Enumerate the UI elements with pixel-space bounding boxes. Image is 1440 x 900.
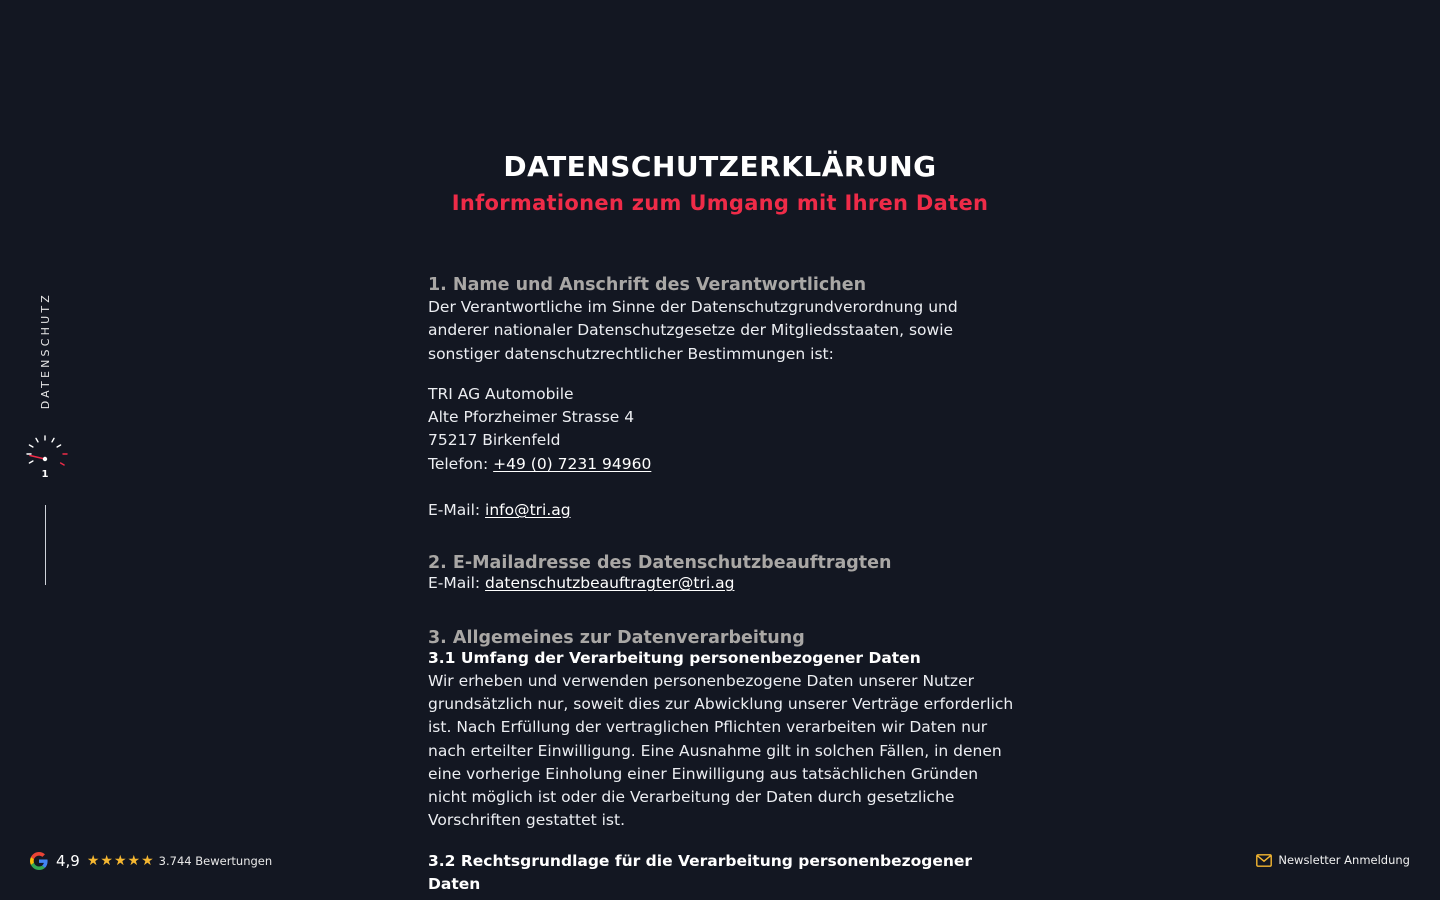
subsection-text: Wir erheben und verwenden personenbezogene Daten unserer Nutzer grundsätzlich nur, soweit dies zur Abwicklung unserer Verträge erforderlich ist. Nach Erfüllung der vertraglichen Pflichten verarbeiten wir Daten nur nach erteilter Einwilligung. Eine Ausnahme gilt in solchen Fällen, in denen eine vorherige Einholung einer Einwilligung aus tatsächlichen Gründen nicht möglich ist oder die Verarbeitung der Daten durch gesetzliche Vorschriften gestattet ist.	[428, 671, 1014, 830]
phone-link[interactable]: +49 (0) 7231 94960	[493, 454, 652, 473]
side-progress-line	[45, 505, 46, 585]
mail-icon	[1256, 854, 1272, 867]
newsletter-signup-link[interactable]	[1256, 850, 1410, 870]
subsection-heading: 3.1 Umfang der Verarbeitung personenbezogener Daten	[428, 648, 921, 667]
side-section-label-text: DATENSCHUTZ	[38, 292, 52, 410]
side-section-label	[27, 286, 63, 416]
google-logo-icon	[30, 852, 48, 870]
subsection-heading: 3.2 Rechtsgrundlage für die Verarbeitung personenbezogener Daten	[428, 851, 973, 893]
dpo-email	[428, 572, 1018, 595]
star-icon: ★	[86, 853, 100, 869]
company-city: 75217 Birkenfeld	[428, 431, 561, 450]
privacy-content	[428, 274, 1018, 896]
dpo-email-link[interactable]: datenschutzbeauftragter@tri.ag	[485, 574, 735, 593]
star-icon: ★	[127, 853, 141, 869]
rating-score: 4,9	[56, 852, 80, 870]
section-intro: Der Verantwortliche im Sinne der Datenschutzgrundverordnung und anderer nationaler Datenschutzgesetze der Mitgliedsstaaten, sowie sonstiger datenschutzrechtlicher Bestimmungen ist:	[428, 298, 958, 363]
newsletter-label: Newsletter Anmeldung	[1278, 853, 1410, 867]
section-heading: 2. E-Mailadresse des Datenschutzbeauftragten	[428, 553, 892, 574]
section-heading: 1. Name und Anschrift des Verantwortlichen	[428, 275, 867, 295]
email-label: E-Mail:	[428, 574, 481, 593]
gauge-number: 1	[41, 469, 49, 480]
star-icon: ★	[100, 853, 113, 869]
google-rating[interactable]	[30, 850, 272, 872]
email-label: E-Mail:	[428, 501, 481, 520]
section-1	[428, 274, 1018, 522]
star-icon: ★	[141, 853, 154, 869]
rating-stars	[87, 854, 154, 868]
section-3	[428, 627, 1018, 896]
company-name: TRI AG Automobile	[428, 384, 574, 403]
star-icon: ★	[113, 853, 127, 869]
phone-label: Telefon:	[428, 454, 489, 473]
speedometer-icon[interactable]	[17, 432, 73, 482]
company-street: Alte Pforzheimer Strasse 4	[428, 408, 635, 427]
rating-count: 3.744 Bewertungen	[158, 854, 273, 868]
company-phone	[428, 453, 1018, 476]
page-subtitle: Informationen zum Umgang mit Ihren Daten	[451, 191, 989, 215]
email-link[interactable]: info@tri.ag	[485, 501, 571, 520]
page-title: DATENSCHUTZERKLÄRUNG	[503, 150, 937, 183]
section-heading: 3. Allgemeines zur Datenverarbeitung	[428, 627, 805, 648]
section-2	[428, 552, 1018, 595]
company-email	[428, 499, 1018, 522]
